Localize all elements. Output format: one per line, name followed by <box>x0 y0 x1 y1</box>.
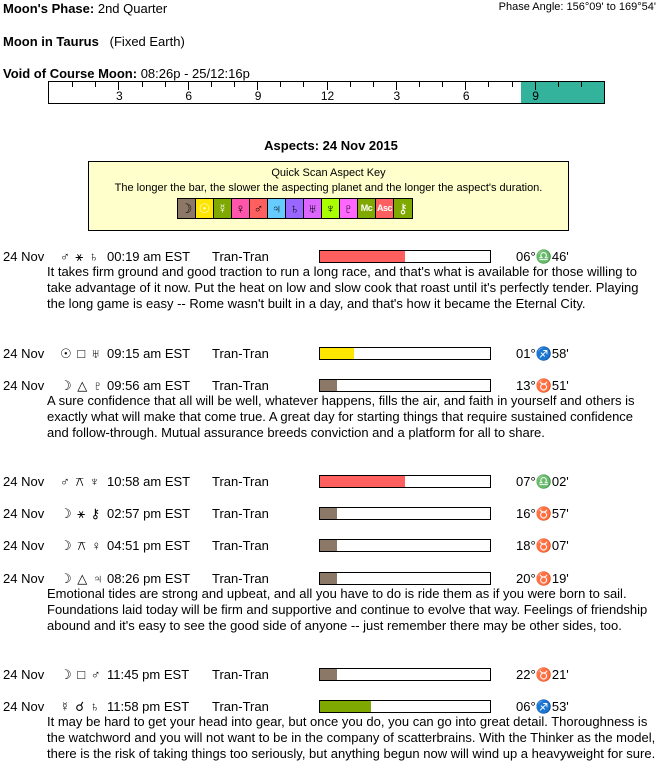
timeline-tick-label: 9 <box>532 89 539 103</box>
aspect-row <box>3 346 658 362</box>
aspect-position: 06°♎46' <box>516 249 569 264</box>
moon-sign-label: Moon in Taurus <box>3 34 99 49</box>
timeline-tick <box>142 82 143 87</box>
aspect-duration-bar <box>319 668 491 681</box>
aspect-row <box>3 538 658 554</box>
aspect-interpretation: It takes firm ground and good traction to run a long race, and that's what is available for those willing to take advantage of it now. Put the heat on low and slow cook that roast until it's perfectly tender. Playing the long game is easy -- Rome wasn't built in a day, and that's how it became the Eternal City. <box>47 264 639 312</box>
aspect-time: 11:58 pm EST <box>107 699 190 714</box>
phase-angle <box>499 1 656 13</box>
aspect-duration-fill <box>320 540 337 551</box>
aspect-glyphs-icon: ☽ ⚹ ⚷ <box>60 506 102 521</box>
aspect-type: Tran-Tran <box>212 346 269 361</box>
aspect-position: 07°♎02' <box>516 474 569 489</box>
timeline-tick-label: 12 <box>320 89 335 103</box>
timeline-tick <box>95 82 96 87</box>
timeline-tick <box>442 82 443 87</box>
timeline-tick <box>165 82 166 87</box>
aspect-duration-fill <box>320 476 405 487</box>
aspect-position: 18°♉07' <box>516 538 569 553</box>
aspect-type: Tran-Tran <box>212 699 269 714</box>
aspect-key-swatches <box>177 198 413 219</box>
timeline-tick <box>581 82 582 87</box>
aspect-duration-bar <box>319 507 491 520</box>
aspect-key-title: Quick Scan Aspect Key <box>271 167 386 179</box>
aspect-duration-bar <box>319 539 491 552</box>
venus-icon: ♀ <box>232 199 250 218</box>
aspect-glyphs-icon: ☽ △ ♃ <box>60 571 104 586</box>
aspect-time: 04:51 pm EST <box>107 538 191 553</box>
timeline-tick <box>558 82 559 87</box>
aspect-time: 09:15 am EST <box>107 346 191 361</box>
aspect-duration-bar <box>319 700 491 713</box>
aspect-glyphs-icon: ☽ △ ♇ <box>60 378 104 393</box>
aspect-duration-fill <box>320 701 371 712</box>
timeline-tick-label: 3 <box>116 89 123 103</box>
aspect-type: Tran-Tran <box>212 571 269 586</box>
timeline-tick-label: 6 <box>462 89 470 103</box>
mars-icon: ♂ <box>250 199 268 218</box>
timeline-tick <box>234 82 235 87</box>
aspect-duration-fill <box>320 508 337 519</box>
aspect-time: 10:58 am EST <box>107 474 191 489</box>
aspect-duration-fill <box>320 348 354 359</box>
aspect-type: Tran-Tran <box>212 474 269 489</box>
aspect-position: 01°♐58' <box>516 346 569 361</box>
sun-icon: ☉ <box>196 199 214 218</box>
aspect-date: 24 Nov <box>3 571 45 586</box>
aspect-key-description: The longer the bar, the slower the aspecting planet and the longer the aspect's duration. <box>114 182 543 194</box>
aspect-type: Tran-Tran <box>212 249 269 264</box>
aspect-row <box>3 378 658 394</box>
aspect-time: 11:45 pm EST <box>107 667 190 682</box>
aspect-row <box>3 699 658 715</box>
void-of-course <box>3 66 250 81</box>
aspect-date: 24 Nov <box>3 506 45 521</box>
timeline-tick <box>303 82 304 87</box>
chiron-icon: ⚷ <box>394 199 412 218</box>
aspect-date: 24 Nov <box>3 667 45 682</box>
jupiter-icon: ♃ <box>268 199 286 218</box>
aspect-position: 22°♉21' <box>516 667 569 682</box>
aspect-date: 24 Nov <box>3 378 45 393</box>
moon-icon: ☽ <box>178 199 196 218</box>
timeline-tick-label: 9 <box>254 89 262 103</box>
timeline-tick <box>211 82 212 87</box>
void-of-course-timeline <box>48 81 605 104</box>
saturn-icon: ♄ <box>286 199 304 218</box>
aspect-row <box>3 667 658 683</box>
aspect-glyphs-icon: ☽ ⚻ ♀ <box>60 538 103 553</box>
moon-sign-value: (Fixed Earth) <box>109 34 185 49</box>
voc-value: 08:26p - 25/12:16p <box>140 66 250 81</box>
mercury-icon: ☿ <box>214 199 232 218</box>
timeline-tick-label: 6 <box>185 89 193 103</box>
asc-icon: Asc <box>376 199 394 218</box>
aspect-time: 09:56 am EST <box>107 378 191 393</box>
timeline-tick <box>512 82 513 87</box>
uranus-icon: ♅ <box>304 199 322 218</box>
voc-label: Void of Course Moon: <box>3 66 138 81</box>
neptune-icon: ♆ <box>322 199 340 218</box>
aspect-row <box>3 474 658 490</box>
aspect-type: Tran-Tran <box>212 667 269 682</box>
timeline-tick-label: 3 <box>393 89 401 103</box>
mc-icon: Mc <box>358 199 376 218</box>
aspect-interpretation: A sure confidence that all will be well, whatever happens, fills the air, and faith in yourself and others is exactly what will make that come true. A great day for starting things that require sustained confidence and follow-through. Mutual assurance breeds conviction and a platform for all to share. <box>47 393 635 441</box>
aspect-glyphs-icon: ♂ ⚻ ♆ <box>60 474 101 489</box>
timeline-tick <box>72 82 73 87</box>
aspect-glyphs-icon: ☉ □ ♅ <box>60 346 102 361</box>
aspect-duration-bar <box>319 250 491 263</box>
aspect-duration-bar <box>319 572 491 585</box>
timeline-tick <box>419 82 420 87</box>
moon-phase-label: Moon's Phase: <box>3 1 95 16</box>
aspect-date: 24 Nov <box>3 699 45 714</box>
aspect-type: Tran-Tran <box>212 538 269 553</box>
timeline-tick <box>350 82 351 87</box>
aspect-date: 24 Nov <box>3 538 45 553</box>
moon-sign <box>3 34 185 49</box>
timeline-tick <box>373 82 374 87</box>
moon-phase <box>3 1 167 16</box>
aspect-time: 08:26 pm EST <box>107 571 191 586</box>
aspect-key <box>88 161 569 231</box>
aspect-date: 24 Nov <box>3 474 45 489</box>
aspect-row <box>3 571 658 587</box>
timeline-tick <box>488 82 489 87</box>
aspect-row <box>3 249 658 265</box>
aspect-duration-fill <box>320 380 337 391</box>
aspect-date: 24 Nov <box>3 346 45 361</box>
aspect-position: 13°♉51' <box>516 378 569 393</box>
aspect-duration-bar <box>319 347 491 360</box>
moon-phase-value: 2nd Quarter <box>97 1 168 16</box>
aspect-glyphs-icon: ♂ ⚹ ♄ <box>60 249 100 264</box>
aspect-time: 00:19 am EST <box>107 249 191 264</box>
timeline-tick <box>280 82 281 87</box>
aspect-duration-fill <box>320 669 337 680</box>
phase-angle-value: 156°09' to 169°54' <box>566 1 656 13</box>
aspect-duration-bar <box>319 475 491 488</box>
phase-angle-label: Phase Angle: <box>498 1 564 13</box>
aspect-duration-fill <box>320 573 337 584</box>
aspect-glyphs-icon: ☿ ☌ ♄ <box>60 699 101 714</box>
aspect-duration-bar <box>319 379 491 392</box>
aspects-title: Aspects: 24 Nov 2015 <box>264 138 398 153</box>
aspect-position: 06°♐53' <box>516 699 569 714</box>
aspect-position: 16°♉57' <box>516 506 569 521</box>
aspect-type: Tran-Tran <box>212 378 269 393</box>
aspect-type: Tran-Tran <box>212 506 269 521</box>
aspect-interpretation: Emotional tides are strong and upbeat, and all you have to do is ride them as if you were born to sail. Foundations laid today will be firm and supportive and continue to evolve that way. Feelings of friendship abound and it's easy to see the good side of anyone -- just remember there may be other sides, too. <box>47 586 648 634</box>
aspect-interpretation: It may be hard to get your head into gear, but once you do, you can go into great detail. Thoroughness is the watchword and you will not want to be in the company of scatterbrains. With the Thinker as the model, there is the risk of taking things too seriously, but anything begun now will wind up a heavyweight for sure. <box>47 714 656 762</box>
aspect-date: 24 Nov <box>3 249 45 264</box>
aspect-duration-fill <box>320 251 405 262</box>
pluto-icon: ♇ <box>340 199 358 218</box>
aspect-glyphs-icon: ☽ □ ♂ <box>60 667 102 682</box>
aspect-time: 02:57 pm EST <box>107 506 191 521</box>
aspect-row <box>3 506 658 522</box>
aspect-position: 20°♉19' <box>516 571 569 586</box>
